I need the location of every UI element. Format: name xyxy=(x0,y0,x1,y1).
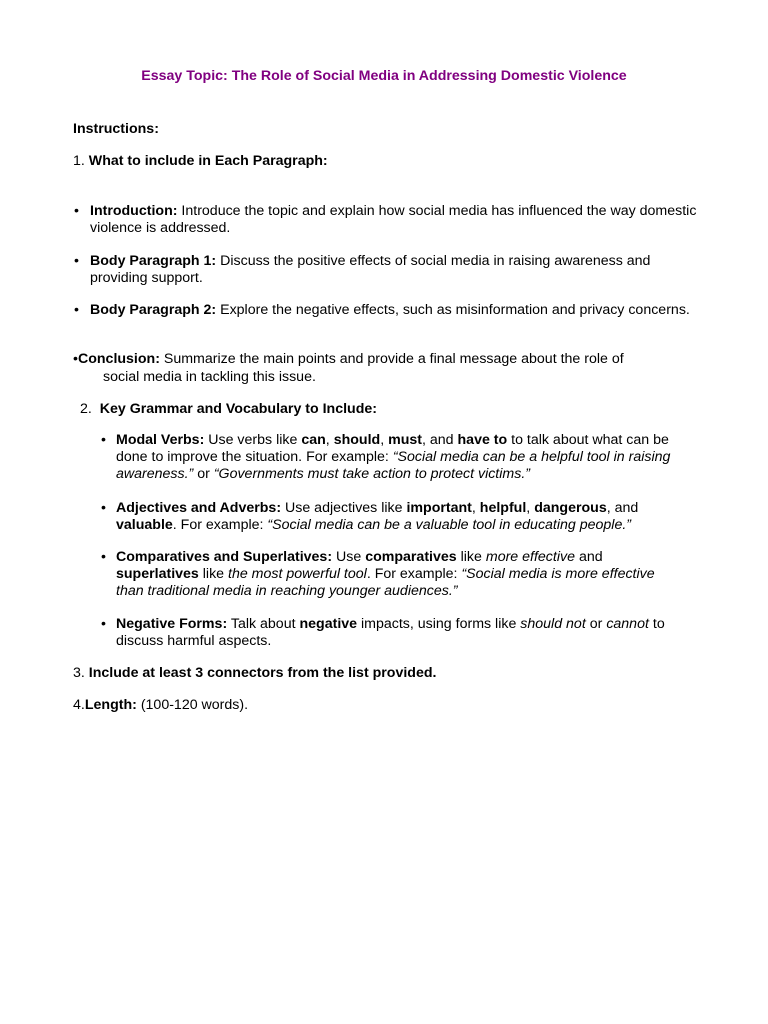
instructions-label xyxy=(73,121,159,138)
modal-text: , and xyxy=(422,432,454,448)
section-1-heading-text: What to include in Each Paragraph: xyxy=(88,153,328,169)
section-1-heading xyxy=(73,153,328,170)
bullet-body-paragraph-1 xyxy=(90,253,690,287)
modal-example-2: “Governments must take action to protect victims.” xyxy=(213,466,530,482)
conclusion-line-2 xyxy=(103,369,316,386)
bullet-dot: • xyxy=(101,500,106,516)
comma: , xyxy=(380,432,385,448)
bullet-dot: • xyxy=(101,432,106,448)
comma: , xyxy=(526,500,531,516)
adjective-dangerous: dangerous xyxy=(534,500,607,516)
section-3-heading xyxy=(73,665,436,682)
negative-forms-label: Negative Forms: xyxy=(116,616,228,632)
modal-example-1: “Social media can be a helpful tool in raising awareness.” xyxy=(116,449,671,482)
negative-text: Talk about xyxy=(230,616,296,632)
comparatives-label: Comparatives and Superlatives: xyxy=(116,549,333,565)
bullet-dot: • xyxy=(101,549,106,565)
bullet-body-1-label: Body Paragraph 1: xyxy=(90,253,217,269)
section-4-length xyxy=(73,697,248,714)
section-2-number: 2. xyxy=(80,401,92,417)
bullet-body-paragraph-2 xyxy=(90,302,690,319)
comparatives-text: Use xyxy=(336,549,362,565)
adjective-helpful: helpful xyxy=(479,500,527,516)
bullet-body-2-label: Body Paragraph 2: xyxy=(90,302,217,318)
section-4-label: Length: xyxy=(84,697,137,713)
conclusion-text-line-1: Summarize the main points and provide a final message about the role of xyxy=(163,351,624,367)
comma: , xyxy=(325,432,330,448)
instructions-label-text: Instructions: xyxy=(73,121,159,137)
modal-word-must: must xyxy=(388,432,422,448)
section-3-heading-text: Include at least 3 connectors from the list provided. xyxy=(88,665,437,681)
conclusion-bullet: • xyxy=(73,351,78,367)
adjectives-text: . For example: xyxy=(172,517,264,533)
modal-verbs-label: Modal Verbs: xyxy=(116,432,205,448)
example-cannot: cannot xyxy=(606,616,649,632)
conclusion-label: Conclusion: xyxy=(77,351,160,367)
section-3-number: 3. xyxy=(73,665,85,681)
bullet-modal-verbs xyxy=(116,432,691,483)
bullet-negative-forms xyxy=(116,616,666,650)
bullet-body-1-text: Discuss the positive effects of social media in raising awareness and providing support. xyxy=(90,253,651,286)
modal-text: or xyxy=(197,466,210,482)
modal-word-have-to: have to xyxy=(457,432,508,448)
word-negative: negative xyxy=(299,616,358,632)
modal-text: Use verbs like xyxy=(208,432,298,448)
bullet-dot: • xyxy=(74,253,79,269)
bullet-dot: • xyxy=(74,302,79,318)
conclusion-line-1 xyxy=(73,351,624,368)
adjective-valuable: valuable xyxy=(116,517,173,533)
bullet-introduction xyxy=(90,203,700,237)
word-comparatives: comparatives xyxy=(365,549,457,565)
comparatives-text: like xyxy=(460,549,482,565)
comparatives-example: “Social media is more effective than traditional media in reaching younger audiences.” xyxy=(116,566,655,599)
bullet-comparatives-superlatives xyxy=(116,549,666,600)
word-superlatives: superlatives xyxy=(116,566,199,582)
example-should-not: should not xyxy=(520,616,586,632)
adjectives-text: Use adjectives like xyxy=(285,500,403,516)
negative-text: impacts, using forms like xyxy=(361,616,517,632)
bullet-introduction-label: Introduction: xyxy=(90,203,178,219)
section-1-number: 1. xyxy=(73,153,85,169)
negative-text: or xyxy=(589,616,603,632)
modal-word-should: should xyxy=(333,432,381,448)
conclusion-text-line-2: social media in tackling this issue. xyxy=(103,369,316,385)
section-2-heading xyxy=(80,401,377,418)
bullet-adjectives-adverbs xyxy=(116,500,696,534)
comparatives-text: and xyxy=(578,549,603,565)
comma: , xyxy=(471,500,476,516)
adjectives-text: , and xyxy=(606,500,639,516)
adjectives-label: Adjectives and Adverbs: xyxy=(116,500,282,516)
adjectives-example: “Social media can be a valuable tool in educating people.” xyxy=(267,517,632,533)
bullet-dot: • xyxy=(74,203,79,219)
negative-text: to discuss harmful aspects. xyxy=(116,616,665,649)
bullet-body-2-text: Explore the negative effects, such as misinformation and privacy concerns. xyxy=(220,302,690,318)
modal-text: to talk about what can be done to improve the situation. For example: xyxy=(116,432,669,465)
comparatives-text: . For example: xyxy=(366,566,458,582)
bullet-introduction-text: Introduce the topic and explain how social media has influenced the way domestic violence is addressed. xyxy=(90,203,697,236)
example-more-effective: more effective xyxy=(485,549,575,565)
bullet-dot: • xyxy=(101,616,106,632)
comparatives-text: like xyxy=(202,566,225,582)
section-4-number: 4. xyxy=(73,697,85,713)
modal-word-can: can xyxy=(301,432,326,448)
essay-title: Essay Topic: The Role of Social Media in Addressing Domestic Violence xyxy=(141,68,627,84)
adjective-important: important xyxy=(406,500,472,516)
section-4-text: (100-120 words). xyxy=(140,697,249,713)
section-2-heading-text: Key Grammar and Vocabulary to Include: xyxy=(99,401,377,417)
example-most-powerful-tool: the most powerful tool xyxy=(228,566,367,582)
